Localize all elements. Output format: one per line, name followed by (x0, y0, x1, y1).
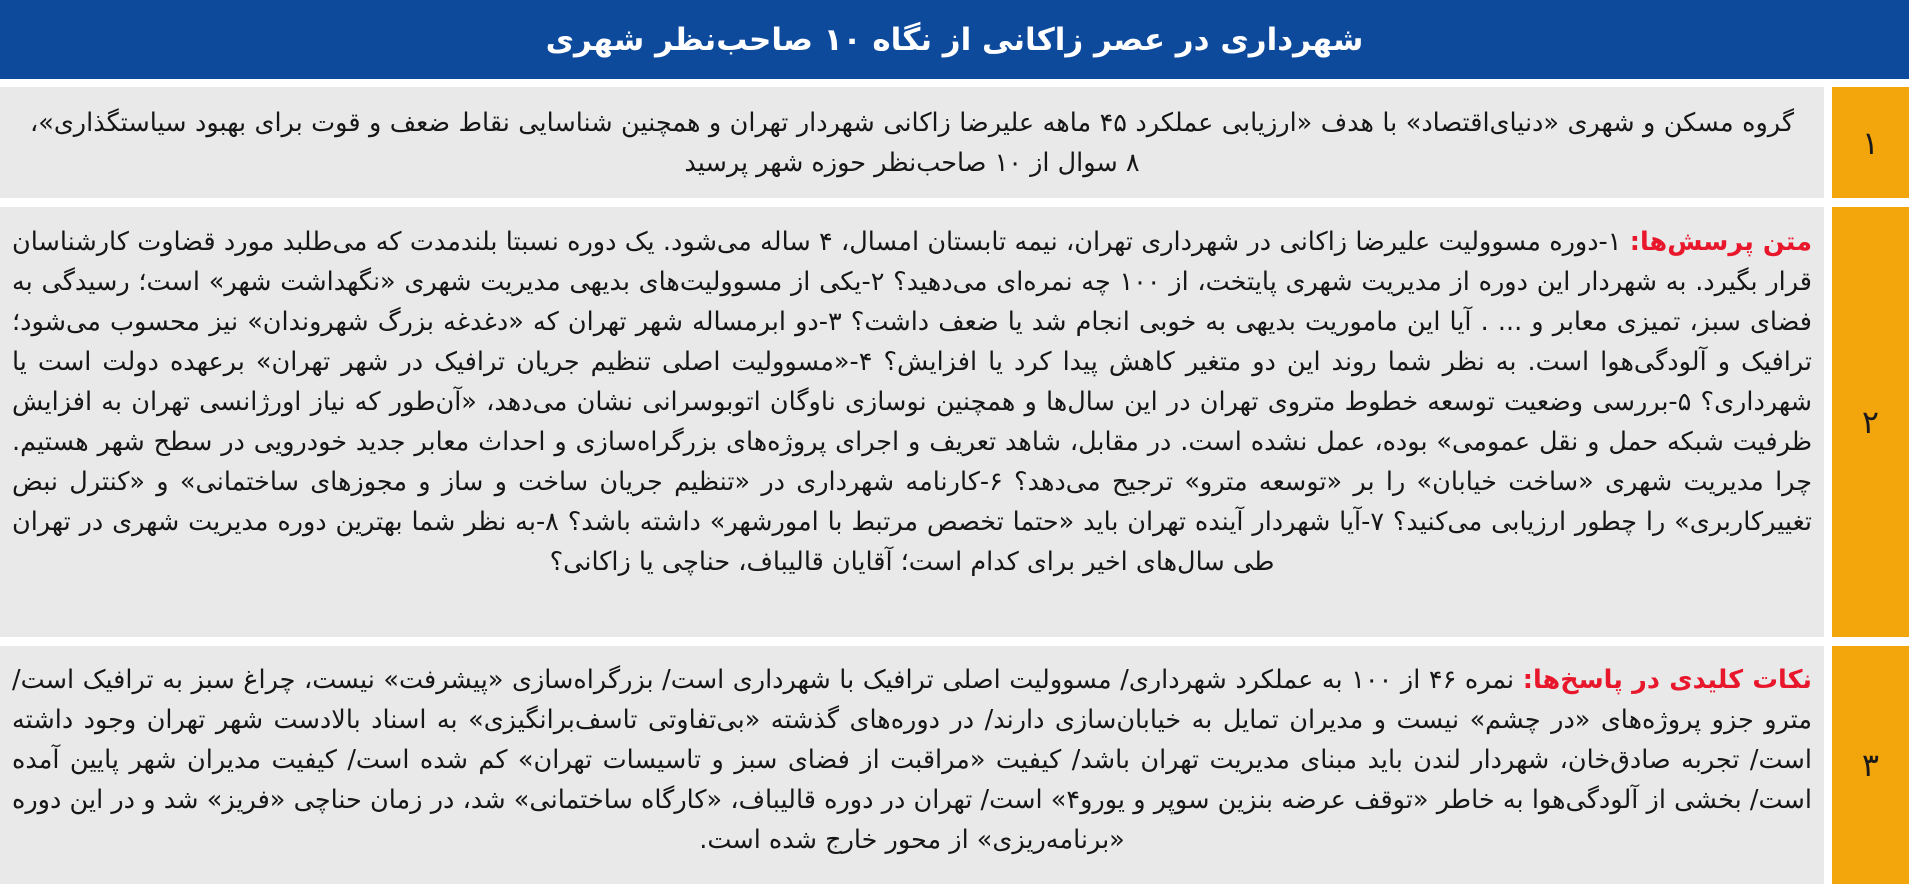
row-number: ۱ (1861, 123, 1880, 162)
row-number-badge (1832, 87, 1909, 198)
row-number-badge (1832, 646, 1909, 884)
row-number: ۳ (1861, 746, 1880, 784)
row-text-cell (0, 87, 1824, 198)
row-paragraph (12, 660, 1812, 860)
questions-label: متن پرسش‌ها: (1629, 227, 1812, 257)
row-text-cell (0, 207, 1824, 637)
row-paragraph (12, 222, 1812, 582)
content-row-3 (0, 646, 1909, 884)
row-text-cell (0, 646, 1824, 884)
content-row-1 (0, 87, 1909, 198)
content-row-2 (0, 207, 1909, 637)
questions-text: ۱-دوره مسوولیت علیرضا زاکانی در شهرداری تهران، نیمه تابستان امسال، ۴ ساله می‌شود. یک دوره نسبتا بلندمدت که می‌طلبد مورد قضاوت کارشناسان قرار بگیرد. به شهردار این دوره از مدیریت شهری پایتخت، از ۱۰۰ چه نمره‌ای می‌دهید؟ ۲-یکی از مسوولیت‌های بدیهی مدیریت شهری «نگهداشت شهر» است؛ رسیدگی به فضای سبز، تمیزی معابر و ... . آیا این ماموریت بدیهی به خوبی انجام شد یا ضعف داشت؟ ۳-دو ابرمساله شهر تهران که «دغدغه بزرگ شهروندان» نیز محسوب می‌شود؛ ترافیک و آلودگی‌هوا است. به نظر شما روند این دو متغیر کاهش پیدا کرد یا افزایش؟ ۴-«مسوولیت اصلی تنظیم جریان ترافیک در شهر تهران» برعهده دولت است یا شهرداری؟ ۵-بررسی وضعیت توسعه خطوط متروی تهران در این سال‌ها و همچنین نوسازی ناوگان اتوبوسرانی نشان می‌دهد، «آن‌طور که نیاز اورژانسی تهران به افزایش ظرفیت شبکه حمل و نقل عمومی» بوده، عمل نشده است. در مقابل، شاهد تعریف و اجرای پروژه‌های بزرگراه‌سازی و احداث معابر جدید خودرویی در سطح شهر هستیم. چرا مدیریت شهری «ساخت خیابان» را بر «توسعه مترو» ترجیح می‌دهد؟ ۶-کارنامه شهرداری در «تنظیم جریان ساخت و ساز و مجوزهای ساختمانی» و «کنترل نبض تغییرکاربری» را چطور ارزیابی می‌کنید؟ ۷-آیا شهردار آینده تهران باید «حتما تخصص مرتبط با امورشهر» داشته باشد؟ ۸-به نظر شما بهترین دوره مدیریت شهری در تهران طی سال‌های اخیر برای کدام است؛ آقایان قالیباف، حناچی یا زاکانی؟ (12, 227, 1813, 577)
key-points-text: نمره ۴۶ از ۱۰۰ به عملکرد شهرداری/ مسوولیت اصلی ترافیک با شهرداری است/ بزرگراه‌سازی «پیشرفت» نیست، چراغ سبز به ترافیک است/ مترو جزو پروژه‌های «در چشم» نیست و مدیران تمایل به خیابان‌سازی دارند/ در دوره‌های گذشته «بی‌تفاوتی تاسف‌برانگیزی» به اسناد بالادست شهر تهران وجود داشته است/ تجربه صادق‌خان، شهردار لندن باید مبنای مدیریت تهران باشد/ کیفیت «مراقبت از فضای سبز و تاسیسات تهران» کم شده است/ کیفیت مدیران شهر پایین آمده است/ بخشی از آلودگی‌هوا به خاطر «توقف عرضه بنزین سوپر و یورو۴» است/ تهران در دوره قالیباف، «کارگاه ساختمانی» شد، در زمان حناچی «فریز» شد و در این دوره «برنامه‌ریزی» از محور خارج شده است. (12, 665, 1812, 855)
title-banner (0, 0, 1909, 79)
page-title: شهرداری در عصر زاکانی از نگاه ۱۰ صاحب‌نظر شهری (545, 21, 1364, 58)
key-points-label: نکات کلیدی در پاسخ‌ها: (1522, 665, 1812, 695)
row-number-badge (1832, 207, 1909, 637)
intro-text: گروه مسکن و شهری «دنیای‌اقتصاد» با هدف «ارزیابی عملکرد ۴۵ ماهه علیرضا زاکانی شهردار تهران و همچنین شناسایی نقاط ضعف و قوت برای بهبود سیاستگذاری»، ۸ سوال از ۱۰ صاحب‌نظر حوزه شهر پرسید (30, 108, 1794, 178)
row-paragraph (30, 103, 1794, 183)
row-number: ۲ (1861, 403, 1880, 441)
